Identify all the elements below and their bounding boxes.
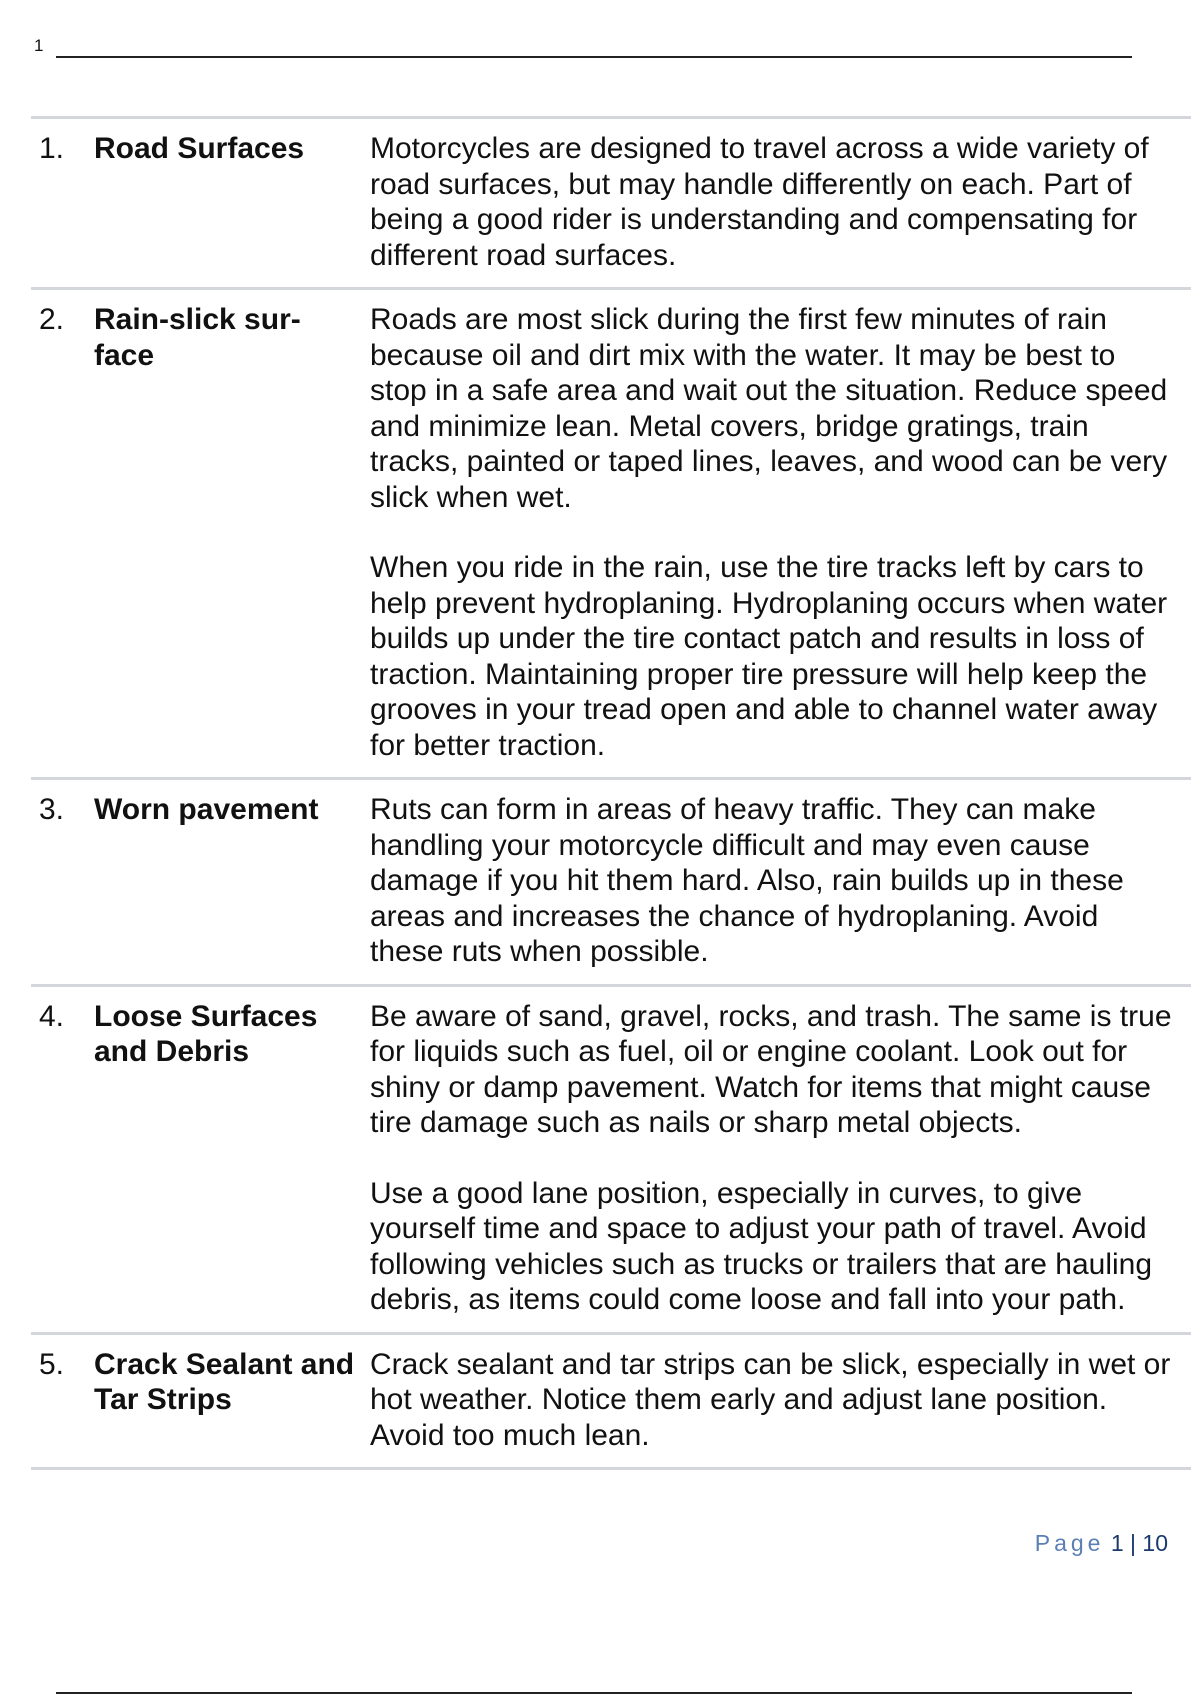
page-footer [1035,1530,1168,1557]
description-paragraph: Motorcycles are designed to travel across a wide variety of road surfaces, but may handle differently on each. Part of being a good rider is understanding and compensating for different road surfaces. [370,132,1149,272]
table-row [31,290,1191,780]
footer-page-total: 10 [1142,1530,1168,1556]
table-row [31,119,1191,290]
row-description [370,1347,1191,1454]
bottom-divider [56,1692,1132,1694]
row-term: Road Surfaces [94,132,305,165]
header-page-number: 1 [34,36,44,55]
row-number: 4. [39,999,65,1033]
row-term: Loose Surfaces and Debris [94,999,318,1068]
row-description [370,302,1191,763]
row-number: 5. [39,1347,65,1381]
table-row [31,1335,1191,1471]
page-header [34,34,1132,64]
header-divider [56,56,1132,58]
row-description [370,999,1191,1318]
footer-separator: | [1130,1530,1137,1556]
table-row [31,987,1191,1335]
description-paragraph: Be aware of sand, gravel, rocks, and trash. The same is true for liquids such as fuel, oil or engine coolant. Look out for shiny or damp pavement. Watch for items that might cause tire damage such as nails or sharp metal objects. [370,999,1172,1139]
row-number: 1. [39,132,65,165]
row-term: Worn pavement [94,793,319,826]
row-description [370,131,1191,273]
table-row [31,780,1191,987]
row-term: Crack Sealant and Tar Strips [94,1347,355,1416]
description-paragraph: Ruts can form in areas of heavy traffic. They can make handling your motorcycle difficult and may even cause damage if you hit them hard. Also, rain builds up in these areas and increases the chance of hydroplaning. Avoid these ruts when possible. [370,793,1124,968]
footer-page-label: Page [1034,1530,1105,1556]
row-term: Rain-slick sur- face [94,303,301,372]
description-paragraph: Roads are most slick during the first few minutes of rain because oil and dirt mix with the water. It may be best to stop in a safe area and wait out the situation. Reduce speed and minimize lean. Metal covers, bridge gratings, train tracks, painted or taped lines, leaves, and wood can be very slick when wet. [370,303,1168,514]
footer-page-current: 1 [1110,1530,1124,1556]
road-surfaces-table [31,116,1191,1470]
description-paragraph: Use a good lane position, especially in curves, to give yourself time and space to adjust your path of travel. Avoid following vehicles such as trucks or trailers that are hauling debris, as items could come loose and fall into your path. [370,1176,1153,1316]
row-number: 3. [39,793,65,826]
description-paragraph: Crack sealant and tar strips can be slick, especially in wet or hot weather. Notice them early and adjust lane position. Avoid too much lean. [370,1347,1171,1452]
description-paragraph: When you ride in the rain, use the tire tracks left by cars to help prevent hydroplaning. Hydroplaning occurs when water builds up under the tire contact patch and results in loss of traction. Maintaining proper tire pressure will help keep the grooves in your tread open and able to channel water away for better traction. [370,551,1168,762]
row-description [370,792,1191,970]
row-number: 2. [39,303,65,336]
